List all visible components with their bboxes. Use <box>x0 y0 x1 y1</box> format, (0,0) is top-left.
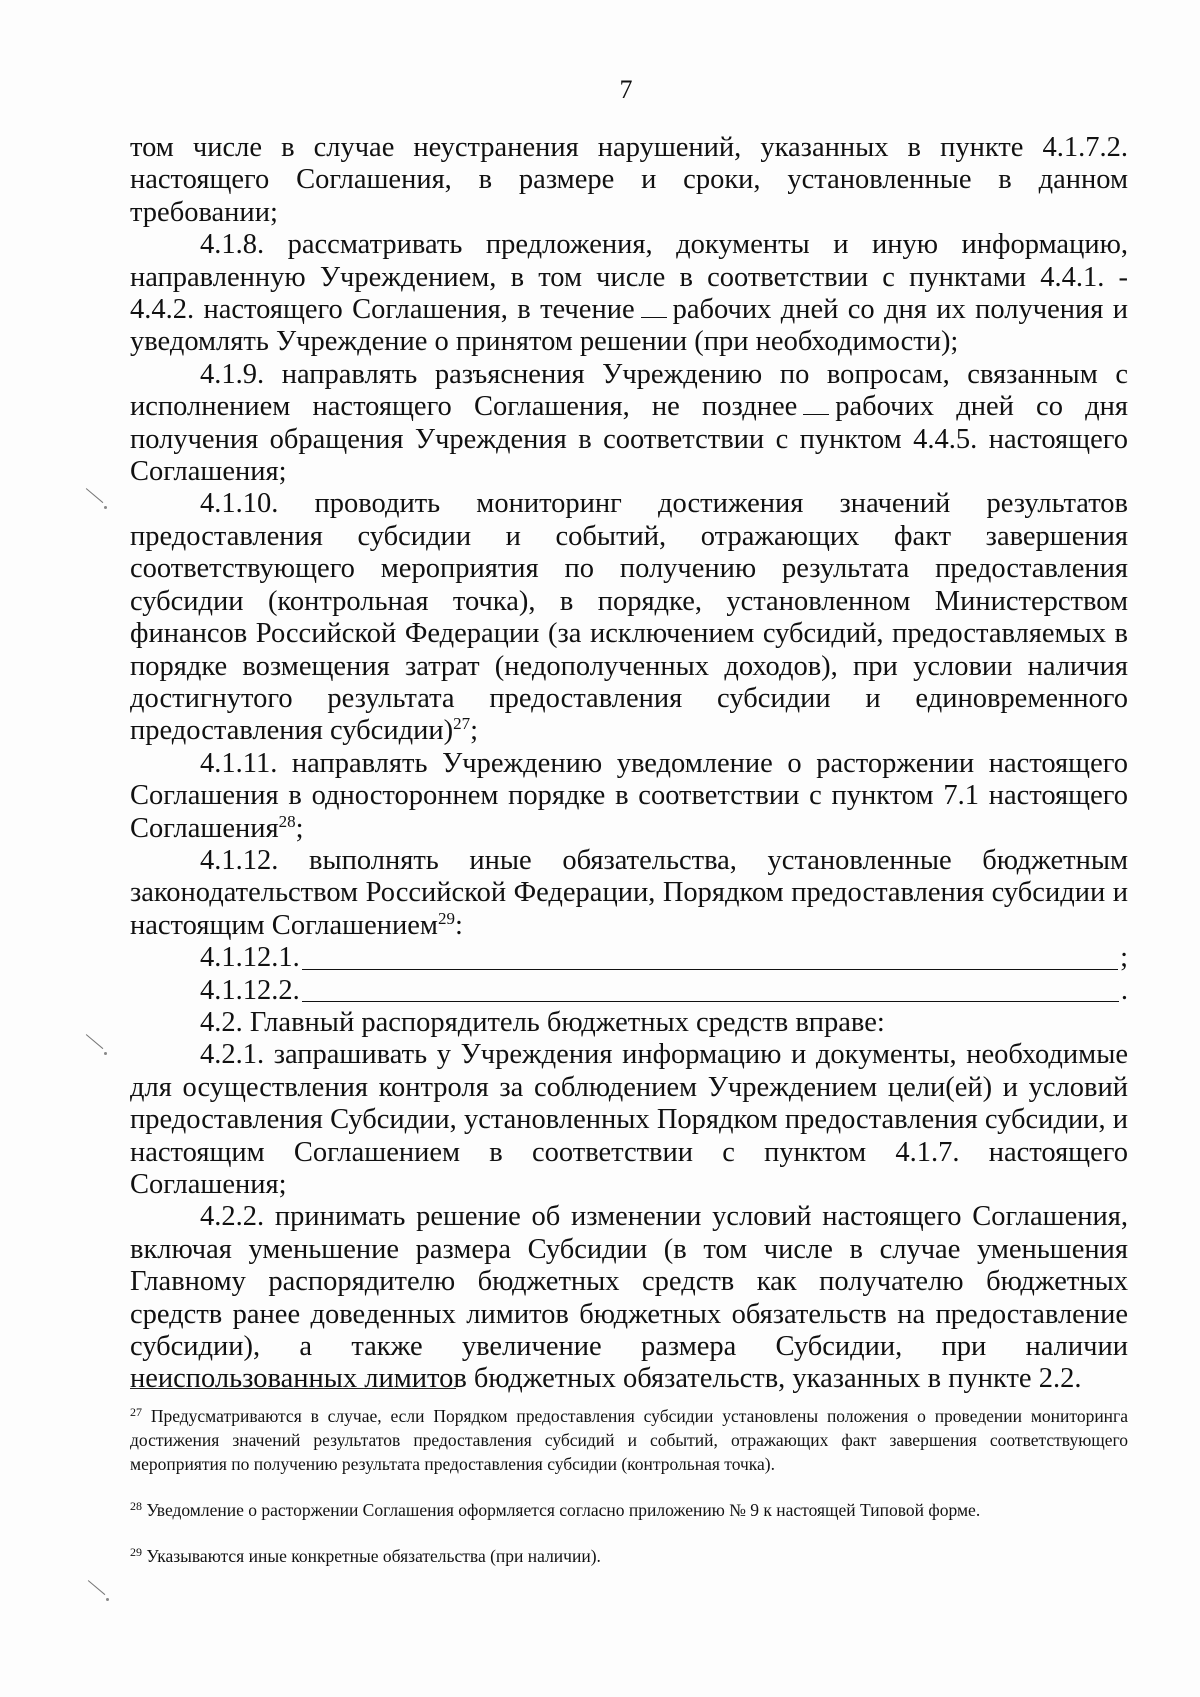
paragraph-4-1-11-text: 4.1.11. направлять Учреждению уведомление о расторжении настоящего Соглашения в одностороннем порядке в соответствии с пунктом 7.1 настоящего Соглашения <box>130 747 1128 844</box>
paragraph-4-2: 4.2. Главный распорядитель бюджетных средств вправе: <box>200 1006 885 1038</box>
paragraph-4-1-10-text: 4.1.10. проводить мониторинг достижения значений результатов предоставления субсидии и событий, отражающих факт завершения соответствующего мероприятия по получению результата предоставления субсидии (контрольная точка), в порядке, установленном Министерством финансов Российской Федерации (за исключением субсидий, предоставляемых в порядке возмещения затрат (недополученных доходов), при условии наличия достигнутого результата предоставления субсидии и единовременного предоставления субсидии) <box>130 488 1128 747</box>
blank-days-field <box>641 295 667 318</box>
paragraph-4-1-8 <box>130 229 1128 359</box>
paragraph-4-1-9-text: 4.1.9. направлять разъяснения Учреждению по вопросам, связанным с исполнением настоящего Соглашения, не позднее <box>130 358 1128 423</box>
footnote-ref-27: 27 <box>453 714 471 734</box>
paragraph-4-1-12 <box>130 845 1128 942</box>
footnote-number: 28 <box>130 1499 142 1513</box>
fill-in-line <box>302 975 1119 1002</box>
scan-margin-mark <box>86 1034 104 1049</box>
scan-margin-dot <box>104 1052 107 1055</box>
paragraph-continuation: том числе в случае неустранения нарушений, указанных в пункте 4.1.7.2. настоящего Соглашения, в размере и сроки, установленные в данном требовании; <box>130 132 1128 228</box>
item-end-4-1-12-2: . <box>1120 974 1128 1006</box>
item-end-4-1-12-1: ; <box>1120 942 1128 974</box>
footnote-28 <box>130 1498 1128 1522</box>
scan-margin-dot <box>106 1598 109 1601</box>
footnote-separator <box>130 1388 456 1389</box>
paragraph-4-1-10 <box>130 488 1128 747</box>
scan-margin-mark <box>86 488 104 503</box>
paragraph-4-1-9-tail: рабочих дней со дня получения обращения Учреждения в соответствии с пунктом 4.4.5. настоящего Соглашения; <box>130 391 1128 488</box>
blank-days-field <box>803 392 829 415</box>
paragraph-4-1-12-2 <box>130 975 1128 1007</box>
item-number-4-1-12-2: 4.1.12.2. <box>200 974 300 1006</box>
paragraph-4-1-8-tail: рабочих дней со дня их получения и уведомлять Учреждение о принятом решении (при необходимости); <box>130 294 1128 358</box>
scan-margin-mark <box>88 1580 106 1595</box>
footnote-29 <box>130 1544 1128 1568</box>
footnote-text: Предусматриваются в случае, если Порядком предоставления субсидии установлены положения о проведении мониторинга достижения значений результатов предоставления субсидий и событий, отражающих факт завершения соответствующего мероприятия по получению результата предоставления субсидии (контрольная точка). <box>130 1406 1128 1474</box>
footnote-27 <box>130 1404 1128 1476</box>
paragraph-4-1-9 <box>130 359 1128 489</box>
paragraph-4-1-12-text: 4.1.12. выполнять иные обязательства, установленные бюджетным законодательством Российской Федерации, Порядком предоставления субсидии и настоящим Соглашением <box>130 844 1128 941</box>
paragraph-4-1-11-end: ; <box>295 812 304 844</box>
paragraph-4-1-12-end: : <box>454 909 463 941</box>
paragraph-4-1-10-end: ; <box>470 715 478 747</box>
paragraph-4-1-12-1 <box>130 942 1128 974</box>
footnotes <box>130 1404 1128 1568</box>
footnote-number: 29 <box>130 1545 142 1559</box>
paragraph-4-1-11 <box>130 748 1128 845</box>
footnote-number: 27 <box>130 1405 142 1419</box>
footnote-ref-29: 29 <box>437 908 455 928</box>
page-number: 7 <box>619 75 633 104</box>
paragraph-4-1-8-text: 4.1.8. рассматривать предложения, документы и иную информацию, направленную Учреждением, в том числе в соответствии с пунктами 4.4.1. - 4.4.2. настоящего Соглашения, в течение <box>130 229 1128 326</box>
document-body <box>130 132 1128 1396</box>
paragraph-4-2-1: 4.2.1. запрашивать у Учреждения информацию и документы, необходимые для осуществления контроля за соблюдением Учреждением цели(ей) и условий предоставления Субсидии, установленных Порядком предоставления субсидии, и настоящим Соглашением в соответствии с пунктом 4.1.7. настоящего Соглашения; <box>130 1039 1128 1200</box>
item-number-4-1-12-1: 4.1.12.1. <box>200 942 300 974</box>
footnote-text: Уведомление о расторжении Соглашения оформляется согласно приложению № 9 к настоящей Типовой форме. <box>142 1500 981 1520</box>
footnote-ref-28: 28 <box>278 811 296 831</box>
scan-margin-dot <box>104 506 107 509</box>
fill-in-line <box>302 943 1118 970</box>
footnote-text: Указываются иные конкретные обязательства (при наличии). <box>142 1546 601 1566</box>
paragraph-4-2-2: 4.2.2. принимать решение об изменении условий настоящего Соглашения, включая уменьшение размера Субсидии (в том числе в случае уменьшения Главному распорядителю бюджетных средств как получателю бюджетных средств ранее доведенных лимитов бюджетных обязательств на предоставление субсидии), а также увеличение размера Субсидии, при наличии неиспользованных лимитов бюджетных обязательств, указанных в пункте 2.2. <box>130 1201 1128 1395</box>
